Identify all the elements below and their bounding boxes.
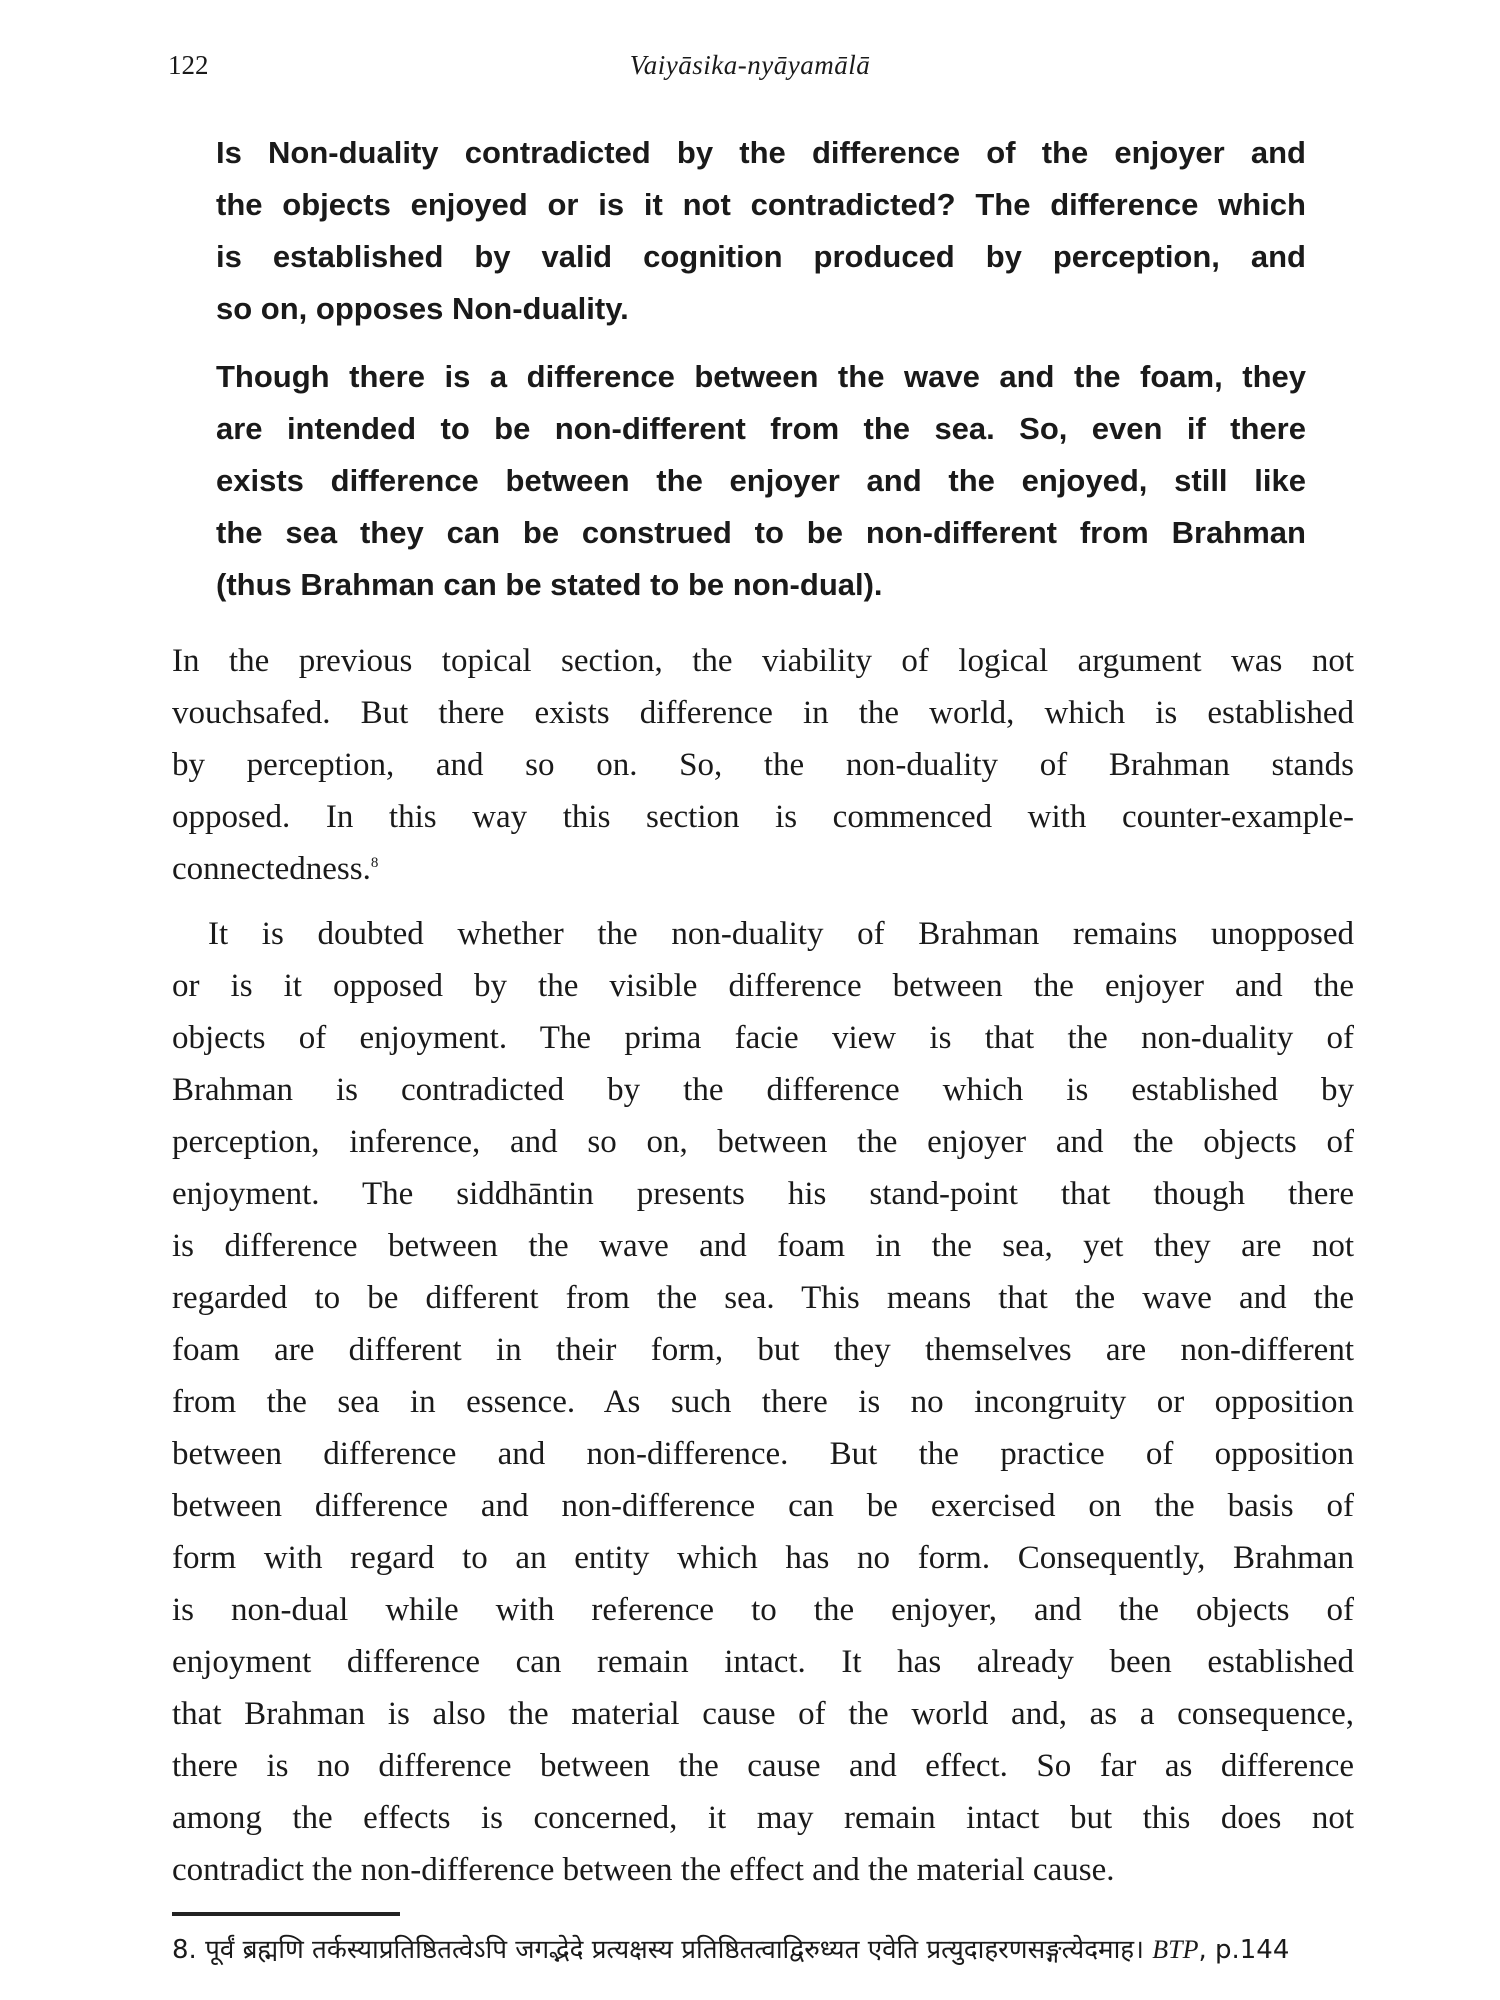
text-line: the objects enjoyed or is it not contradicted? The difference which [216, 187, 1306, 222]
text-line: Brahman is contradicted by the difference which is established by [172, 1072, 1354, 1108]
footnote [172, 1930, 1289, 1966]
text-line: Is Non-duality contradicted by the difference of the enjoyer and [216, 135, 1306, 170]
text-line: are intended to be non-different from the sea. So, even if there [216, 411, 1306, 446]
text-line: between difference and non-difference. But the practice of opposition [172, 1436, 1354, 1472]
text-line: or is it opposed by the visible difference between the enjoyer and the [172, 968, 1354, 1004]
text-line: that Brahman is also the material cause of the world and, as a consequence, [172, 1696, 1354, 1732]
text-line: exists difference between the enjoyer and the enjoyed, still like [216, 463, 1306, 498]
text-line: perception, inference, and so on, between the enjoyer and the objects of [172, 1124, 1354, 1160]
text-line: vouchsafed. But there exists difference in the world, which is established [172, 695, 1354, 731]
text-line: so on, opposes Non-duality. [216, 291, 629, 326]
text-line: Though there is a difference between the wave and the foam, they [216, 359, 1306, 394]
footnote-divider [172, 1912, 400, 1916]
text-line: objects of enjoyment. The prima facie view is that the non-duality of [172, 1020, 1354, 1056]
text-line: enjoyment. The siddhāntin presents his stand-point that though there [172, 1176, 1354, 1212]
text-line: among the effects is concerned, it may remain intact but this does not [172, 1800, 1354, 1836]
running-title: Vaiyāsika-nyāyamālā [629, 50, 871, 80]
text-line: is difference between the wave and foam in the sea, yet they are not [172, 1228, 1354, 1264]
text-line: contradict the non-difference between the effect and the material cause. [172, 1852, 1115, 1888]
text-line: (thus Brahman can be stated to be non-dual). [216, 567, 883, 602]
text-line: is established by valid cognition produced by perception, and [216, 239, 1306, 274]
text-line: enjoyment difference can remain intact. It has already been established [172, 1644, 1354, 1680]
text-line: there is no difference between the cause and effect. So far as difference [172, 1748, 1354, 1784]
text-line: In the previous topical section, the viability of logical argument was not [172, 643, 1354, 679]
text-line-content: connectedness. [172, 851, 371, 887]
text-line: is non-dual while with reference to the enjoyer, and the objects of [172, 1592, 1354, 1628]
text-line: It is doubted whether the non-duality of Brahman remains unopposed [208, 916, 1354, 952]
footnote-source: BTP [1152, 1935, 1199, 1964]
bold-paragraph-1 [216, 127, 1306, 335]
text-line: from the sea in essence. As such there is no incongruity or opposition [172, 1384, 1354, 1420]
page-number: 122 [168, 50, 209, 80]
footnote-sanskrit: पूर्वं ब्रह्मणि तर्कस्याप्रतिष्ठितत्वेऽपि जगद्भेदे प्रत्यक्षस्य प्रतिष्ठितत्वाद्विरुध्यत एवेति प्रत्युदाहरणसङ्गत्येदमाह। [205, 1935, 1144, 1965]
text-line [172, 843, 1354, 895]
text-line: regarded to be different from the sea. This means that the wave and the [172, 1280, 1354, 1316]
text-line: foam are different in their form, but they themselves are non-different [172, 1332, 1354, 1368]
body-paragraph-2 [172, 908, 1354, 1896]
text-line: by perception, and so on. So, the non-duality of Brahman stands [172, 747, 1354, 783]
text-line: form with regard to an entity which has no form. Consequently, Brahman [172, 1540, 1354, 1576]
body-paragraph-1 [172, 635, 1354, 895]
footnote-marker[interactable]: 8 [370, 855, 379, 871]
footnote-number: 8. [172, 1935, 197, 1965]
bold-paragraph-2 [216, 351, 1306, 611]
text-line: opposed. In this way this section is commenced with counter-example- [172, 799, 1354, 835]
text-line: the sea they can be construed to be non-different from Brahman [216, 515, 1306, 550]
footnote-page: , p.144 [1198, 1935, 1290, 1965]
text-line: between difference and non-difference can be exercised on the basis of [172, 1488, 1354, 1524]
